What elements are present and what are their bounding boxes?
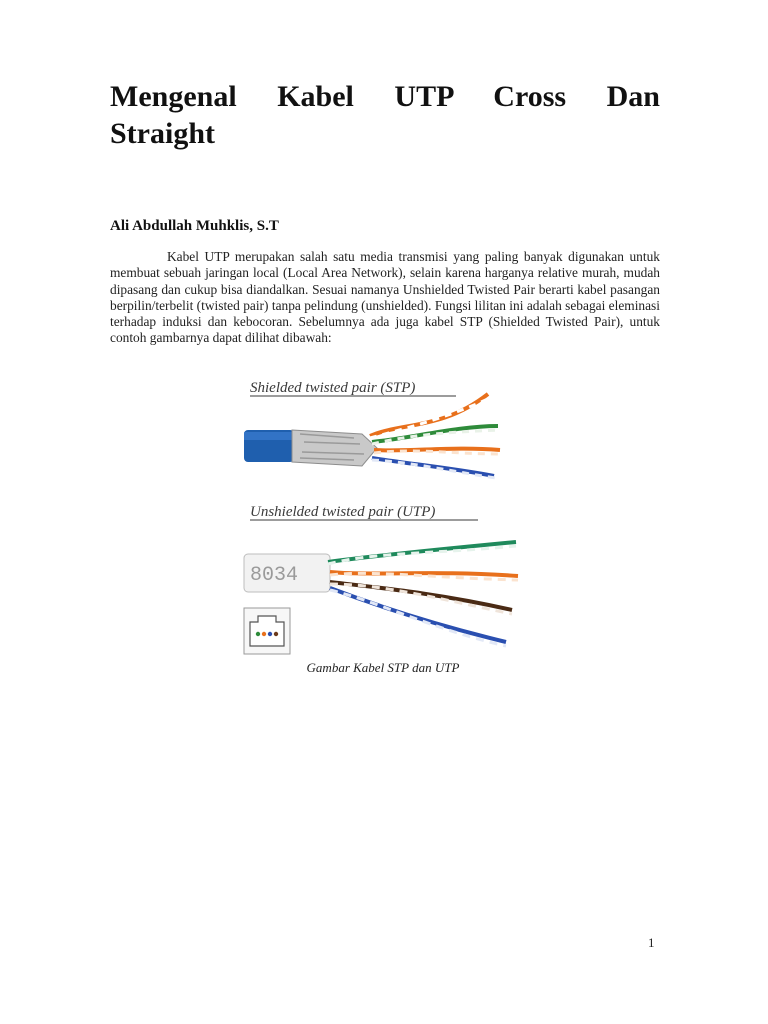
utp-label: Unshielded twisted pair (UTP) xyxy=(250,504,436,520)
author-name: Ali Abdullah Muhklis, S.T xyxy=(110,218,279,234)
utp-jacket-print: 8034 xyxy=(250,564,299,587)
rj45-connector-icon xyxy=(244,608,290,654)
stp-label: Shielded twisted pair (STP) xyxy=(250,380,416,396)
cable-illustration xyxy=(242,372,524,660)
page-number: 1 xyxy=(648,935,655,950)
body-paragraph: Kabel UTP merupakan salah satu media transmisi yang paling banyak digunakan untuk membuat sebuah jaringan local (Local Area Network), selain karena harganya relative murah, mudah dipasang dan cukup bisa diandalkan. Sesuai namanya Unshielded Twisted Pair berarti kabel pasangan berpilin/terbelit (twisted pair) tanpa pelindung (unshielded). Fungsi lilitan ini adalah sebagai eleminasi terhadap induksi dan kebocoran. Sebelumnya ada juga kabel STP (Shielded Twisted Pair), untuk contoh gambarnya dapat dilihat dibawah: xyxy=(110,249,660,346)
cable-figure xyxy=(242,372,524,660)
stp-cable-image xyxy=(244,394,500,478)
document-title xyxy=(110,78,660,152)
figure-caption: Gambar Kabel STP dan UTP xyxy=(306,660,460,675)
title-line-1: Mengenal Kabel UTP Cross Dan xyxy=(110,80,660,113)
title-line-2: Straight xyxy=(110,117,215,150)
